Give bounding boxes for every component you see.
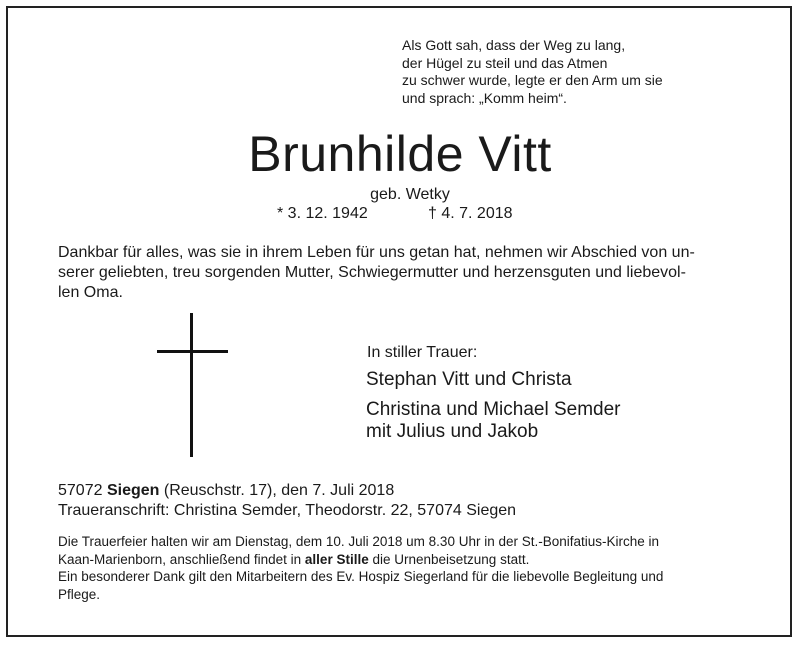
mourning-label: In stiller Trauer: xyxy=(367,344,478,361)
death-date: † 4. 7. 2018 xyxy=(428,205,513,222)
poem-line: zu schwer wurde, legte er den Arm um sie xyxy=(402,72,663,88)
street-date: (Reuschstr. 17), den 7. Juli 2018 xyxy=(163,482,395,499)
poem xyxy=(402,37,762,107)
cross-icon xyxy=(190,313,193,457)
mourning-address: Traueranschrift: Christina Semder, Theodorstr. 22, 57074 Siegen xyxy=(58,502,517,519)
service-line: Ein besonderer Dank gilt den Mitarbeitern des Ev. Hospiz Siegerland für die liebevolle Begleitung und xyxy=(58,569,664,584)
thanks-line: len Oma. xyxy=(58,284,123,301)
city: Siegen xyxy=(106,482,160,499)
mourner-line: Stephan Vitt und Christa xyxy=(366,369,572,390)
poem-line: Als Gott sah, dass der Weg zu lang, xyxy=(402,37,626,53)
thanks-line: serer geliebten, treu sorgenden Mutter, Schwiegermutter und herzensguten und liebevol- xyxy=(58,264,686,281)
thanks-text xyxy=(58,243,748,303)
poem-line: und sprach: „Komm heim“. xyxy=(402,89,567,106)
service-line: Die Trauerfeier halten wir am Dienstag, dem 10. Juli 2018 um 8.30 Uhr in der St.-Bonifatius-Kirche in xyxy=(58,534,660,549)
deceased-name: Brunhilde Vitt xyxy=(248,126,552,182)
service-line: Pflege. xyxy=(58,586,101,602)
service-emphasis: aller Stille xyxy=(304,551,369,567)
service-text-part: Kaan-Marienborn, anschließend findet in xyxy=(58,551,302,567)
cross-icon-bar xyxy=(157,350,228,353)
poem-line: der Hügel zu steil und das Atmen xyxy=(402,54,608,71)
mourner-line: mit Julius und Jakob xyxy=(366,421,539,442)
maiden-name: geb. Wetky xyxy=(370,186,450,203)
birth-date: * 3. 12. 1942 xyxy=(277,205,368,222)
service-text xyxy=(58,533,758,603)
service-text-part: die Urnenbeisetzung statt. xyxy=(372,551,530,567)
mourner-line: Christina und Michael Semder xyxy=(366,399,621,420)
place-date-line xyxy=(58,481,516,501)
postcode: 57072 xyxy=(58,482,103,499)
address-block xyxy=(58,481,516,521)
service-line xyxy=(58,551,758,569)
thanks-line: Dankbar für alles, was sie in ihrem Leben für uns getan hat, nehmen wir Abschied von un- xyxy=(58,244,695,261)
